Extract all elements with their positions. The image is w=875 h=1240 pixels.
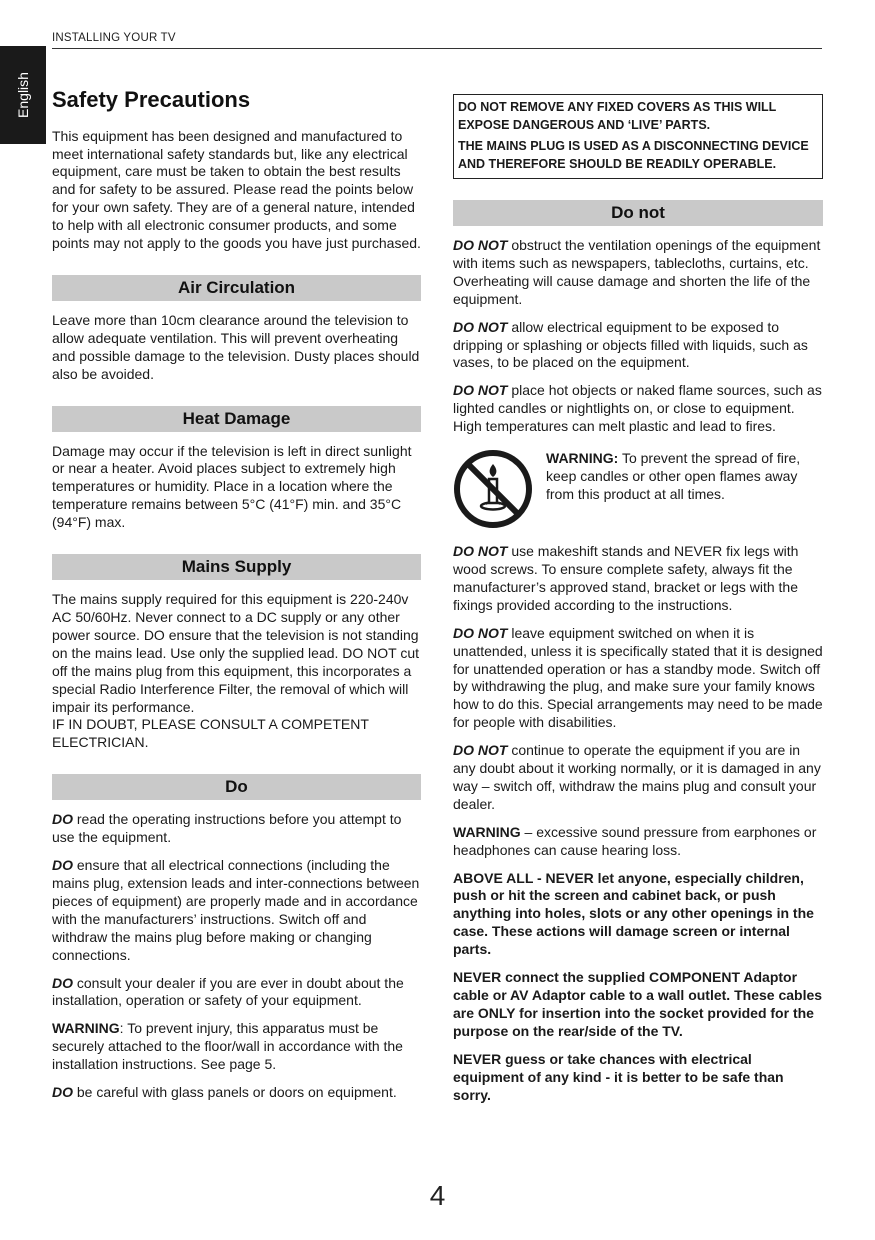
mains-supply-doubt: IF IN DOUBT, PLEASE CONSULT A COMPETENT ELECTRICIAN. xyxy=(52,716,369,751)
do-not-item: DO NOT obstruct the ventilation openings of the equipment with items such as newspapers, tablecloths, curtains, etc. Overheating will cause damage and shorten the life of the equipment. xyxy=(453,237,821,307)
air-circulation-heading: Air Circulation xyxy=(52,275,421,301)
do-warning: WARNING: To prevent injury, this apparatus must be securely attached to the floor/wall in accordance with the installation instructions. See page 5. xyxy=(52,1020,403,1073)
mains-supply-text: The mains supply required for this equipment is 220-240v AC 50/60Hz. Never connect to a DC supply or any other power source. DO ensure that the television is not standing on the mains lead. Use only the supplied lead. DO NOT cut off the mains plug from this equipment, this incorporates a special Radio Interference Filter, the removal of which will impair its performance. IF IN DOUBT, PLEASE CONSULT A COMPETENT ELECTRICIAN. xyxy=(52,591,420,751)
do-item: DO be careful with glass panels or doors on equipment. xyxy=(52,1084,397,1101)
do-not-item: DO NOT continue to operate the equipment if you are in any doubt about it working normally, or it is damaged in any way – switch off, withdraw the mains plug and consult your dealer. xyxy=(453,742,821,812)
do-not-item: DO NOT place hot objects or naked flame sources, such as lighted candles or nightlights on, or close to equipment. High temperatures can melt plastic and lead to fires. xyxy=(453,382,822,435)
above-all-warning: ABOVE ALL - NEVER let anyone, especially children, push or hit the screen and cabinet back, or push anything into holes, slots or any other openings in the case. These actions will damage screen or internal parts. xyxy=(453,869,814,958)
do-item: DO consult your dealer if you are ever in doubt about the installation, operation or safety of your equipment. xyxy=(52,974,404,1009)
do-not-item: DO NOT use makeshift stands and NEVER fix legs with wood screws. To ensure complete safety, always fit the manufacturer’s approved stand, bracket or legs with the fixings provided according to the instructions. xyxy=(453,543,799,613)
do-not-heading: Do not xyxy=(453,200,823,226)
header-rule xyxy=(52,48,822,49)
language-tab-label: English xyxy=(15,72,31,118)
sound-warning: WARNING – excessive sound pressure from earphones or headphones can cause hearing loss. xyxy=(453,823,817,858)
notice-mains-plug: THE MAINS PLUG IS USED AS A DISCONNECTING DEVICE AND THEREFORE SHOULD BE READILY OPERABLE. xyxy=(458,139,809,171)
page-title: Safety Precautions xyxy=(52,87,251,112)
do-not-item: DO NOT leave equipment switched on when it is unattended, unless it is specifically stated that it is designed for unattended operation or has a standby mode. Switch off by withdrawing the plug, and make sure your family knows how to do this. Special arrangements may need to be made for people with disabilities. xyxy=(453,624,823,731)
intro-paragraph: This equipment has been designed and manufactured to meet international safety standards but, like any electrical equipment, care must be taken to obtain the best results and for safety to be assured. Please read the points below for your own safety. They are of a general nature, intended to help with all electronic consumer products, and some points may not apply to the goods you have just purchased. xyxy=(52,127,421,252)
do-item: DO ensure that all electrical connections (including the mains plug, extension leads and inter-connections between pieces of equipment) are properly made and in accordance with the manufacturers’ instructions. Switch off and withdraw the mains plug before making or changing connections. xyxy=(52,857,420,963)
candle-warning: WARNING: To prevent the spread of fire, keep candles or other open flames away from this product at all times. xyxy=(546,450,801,502)
do-item: DO read the operating instructions before you attempt to use the equipment. xyxy=(52,811,402,846)
notice-box xyxy=(453,94,823,179)
mains-supply-heading: Mains Supply xyxy=(52,554,421,580)
language-tab xyxy=(0,46,46,144)
never-guess-warning: NEVER guess or take chances with electrical equipment of any kind - it is better to be safe than sorry. xyxy=(453,1050,784,1103)
heat-damage-text: Damage may occur if the television is left in direct sunlight or near a heater. Avoid places subject to extremely high temperatures or humidity. Place in a location where the temperature remains between 5°C (41°F) min. and 35°C (94°F) max. xyxy=(52,442,412,531)
running-header: INSTALLING YOUR TV xyxy=(52,32,176,44)
never-connect-warning: NEVER connect the supplied COMPONENT Adaptor cable or AV Adaptor cable to a wall outlet. These cables are ONLY for insertion into the socket provided for the purpose on the rear/side of the TV. xyxy=(453,969,823,1039)
air-circulation-text: Leave more than 10cm clearance around the television to allow adequate ventilation. This will prevent overheating and possible damage to the television. Dusty places should also be avoided. xyxy=(52,311,420,382)
heat-damage-heading: Heat Damage xyxy=(52,406,421,432)
do-heading: Do xyxy=(52,774,421,800)
candle-warning-block xyxy=(453,446,823,529)
left-column xyxy=(52,86,421,1112)
right-column xyxy=(453,94,823,1114)
notice-fixed-covers: DO NOT REMOVE ANY FIXED COVERS AS THIS WILL EXPOSE DANGEROUS AND ‘LIVE’ PARTS. xyxy=(458,100,777,132)
do-not-item: DO NOT allow electrical equipment to be exposed to dripping or splashing or objects filled with liquids, such as vases, to be placed on the equipment. xyxy=(453,318,808,371)
page-number: 4 xyxy=(429,1180,446,1211)
no-candle-icon xyxy=(453,449,533,529)
